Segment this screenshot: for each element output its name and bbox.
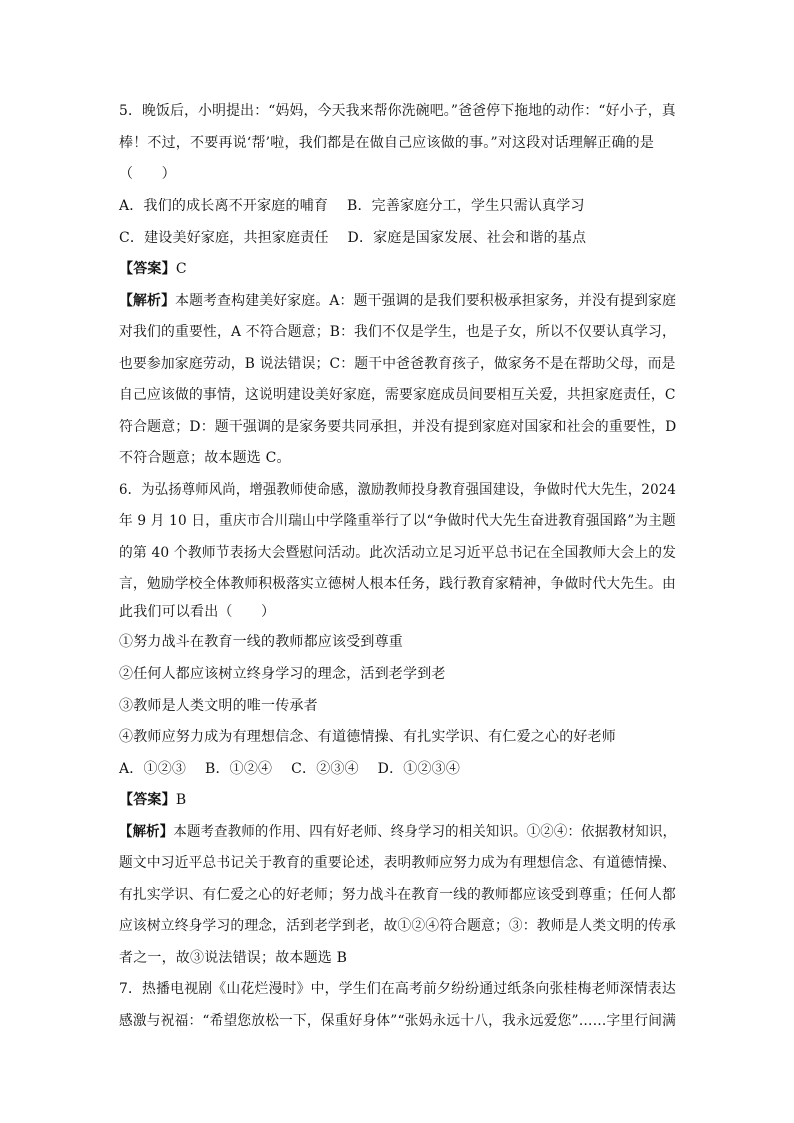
q5-stem-line-2: 棒！不过，不要再说‘帮’啦，我们都是在做自己应该做的事。”对这段对话理解正确的是 (119, 135, 655, 151)
q6-answer-label: 【答案】 (119, 792, 176, 808)
q6-statement-4: ④教师应努力成为有理想信念、有道德情操、有扎实学识、有仁爱之心的好老师 (119, 729, 616, 745)
q6-answer (119, 790, 186, 810)
q6-stem-line-3: 的第 40 个教师节表扬大会暨慰问活动。此次活动立足习近平总书记在全国教师大会上的发 (119, 545, 677, 561)
q6-stem-line-4: 言，勉励学校全体教师积极落实立德树人根本任务，践行教育家精神，争做时代大先生。由 (119, 576, 676, 592)
q7-stem-line-1: 7．热播电视剧《山花烂漫时》中，学生们在高考前夕纷纷通过纸条向张桂梅老师深情表达 (119, 981, 676, 997)
q5-answer (119, 259, 187, 279)
q5-option-line-2: C．建设美好家庭，共担家庭责任 D．家庭是国家发展、社会和谐的基点 (119, 230, 587, 246)
q5-analysis-line-5: 符合题意；D：题干强调的是家务要共同承担，并没有提到家庭对国家和社会的重要性，D (119, 419, 677, 435)
q6-stem-line-2: 年 9 月 10 日，重庆市合川瑞山中学隆重举行了以“争做时代大先生奋进教育强国路”为主题 (119, 513, 676, 529)
q5-analysis-line-3: 也要参加家庭劳动，B 说法错误；C：题干中爸爸教育孩子，做家务不是在帮助父母，而是 (119, 356, 676, 372)
q6-statement-3: ③教师是人类文明的唯一传承者 (119, 698, 318, 714)
q6-analysis-label: 【解析】 (119, 824, 174, 840)
q6-analysis-text-1: 本题考查教师的作用、四有好老师、终身学习的相关知识。①②④：依据教材知识， (173, 824, 677, 840)
q5-answer-value: C (175, 261, 187, 277)
q6-analysis-line-5: 者之一，故③说法错误；故本题选 B (119, 950, 348, 966)
q5-stem-line-1: 5．晚饭后，小明提出：“妈妈，今天我来帮你洗碗吧。”爸爸停下拖地的动作：“好小子，真 (119, 103, 676, 119)
q5-analysis-line-6: 不符合题意；故本题选 C。 (119, 450, 291, 466)
q6-statement-1: ①努力战斗在教育一线的教师都应该受到尊重 (119, 634, 403, 650)
q5-option-line-1: A．我们的成长离不开家庭的哺育 B．完善家庭分工，学生只需认真学习 (119, 198, 585, 214)
q5-analysis-line-4: 自己应该做的事情，这说明建设美好家庭，需要家庭成员间要相互关爱，共担家庭责任，C (119, 387, 676, 403)
q5-analysis-line-1 (119, 291, 676, 311)
q5-answer-label: 【答案】 (119, 261, 176, 277)
q5-analysis-line-2: 对我们的重要性，A 不符合题意；B：我们不仅是学生，也是子女，所以不仅要认真学习， (119, 324, 677, 340)
q6-stem-line-5: 此我们可以看出（ ） (119, 604, 276, 620)
q6-statement-2: ②任何人都应该树立终身学习的理念，活到老学到老 (119, 666, 446, 682)
q5-stem-line-3: （ ） (119, 166, 176, 182)
q6-analysis-line-2: 题文中习近平总书记关于教育的重要论述，表明教师应努力成为有理想信念、有道德情操、 (119, 855, 676, 871)
q6-analysis-line-1 (119, 822, 676, 842)
q6-answer-value: B (175, 792, 187, 808)
q6-options: A．①②③ B．①②④ C．②③④ D．①②③④ (119, 761, 461, 777)
q6-analysis-line-4: 应该树立终身学习的理念，活到老学到老，故①②④符合题意；③：教师是人类文明的传承 (119, 918, 676, 934)
q5-analysis-label: 【解析】 (119, 293, 176, 309)
q7-stem-line-2: 感激与祝福：“希望您放松一下，保重好身体”“张妈永远十八，我永远爱您”……字里行间满 (119, 1013, 677, 1029)
q6-analysis-line-3: 有扎实学识、有仁爱之心的好老师；努力战斗在教育一线的教师都应该受到尊重；任何人都 (119, 887, 676, 903)
q6-stem-line-1: 6．为弘扬尊师风尚，增强教师使命感，激励教师投身教育强国建设，争做时代大先生，2024 (119, 482, 677, 498)
q5-analysis-text-1: 本题考查构建美好家庭。A：题干强调的是我们要积极承担家务，并没有提到家庭 (175, 293, 677, 309)
